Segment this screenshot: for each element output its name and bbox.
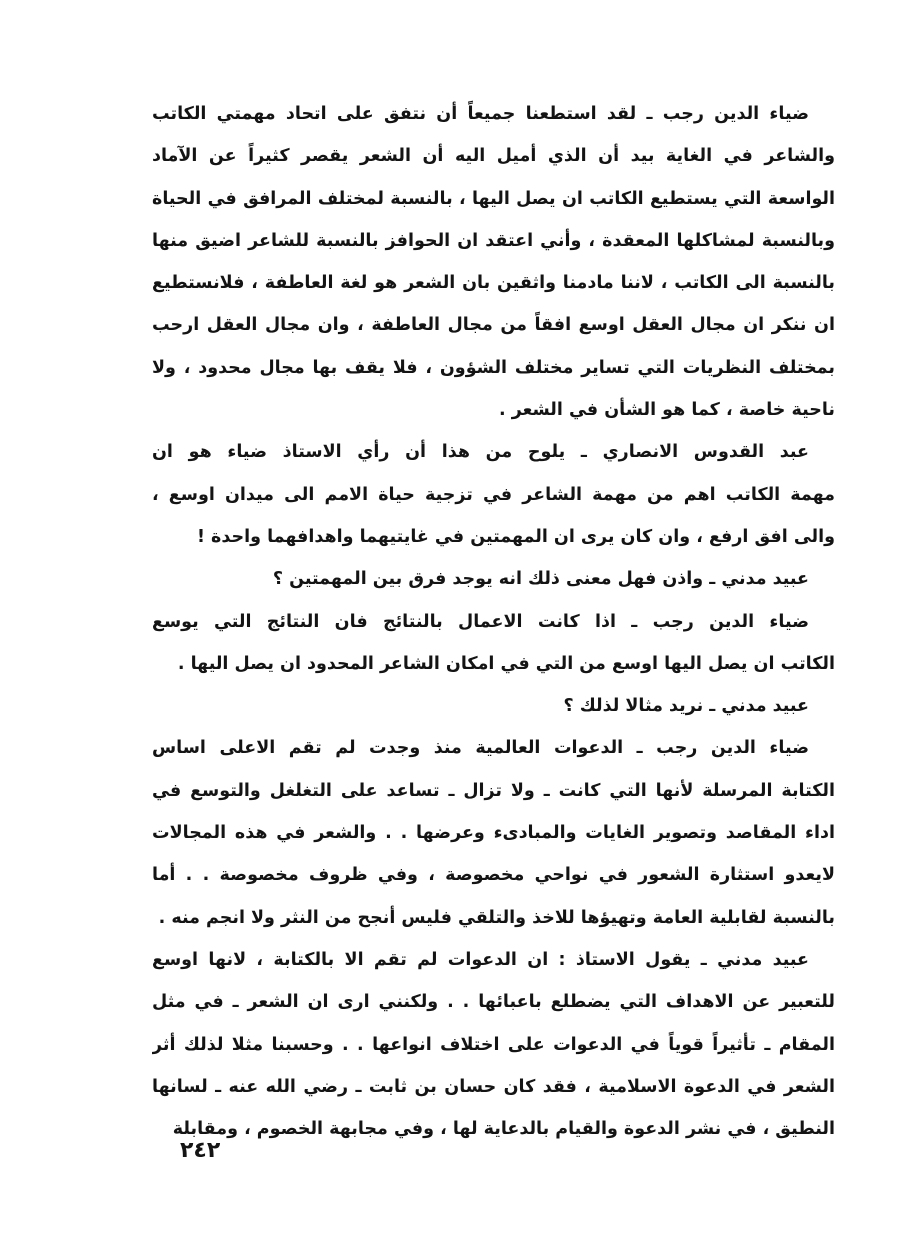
paragraph xyxy=(152,93,835,431)
text-line: الكتابة المرسلة لأنها التي كانت ـ ولا تزال ـ تساعد على التغلغل والتوسع في xyxy=(152,780,835,801)
paragraph xyxy=(152,685,835,727)
text-line: عبيد مدني ـ يقول الاستاذ : ان الدعوات لم تقم الا بالكتابة ، لانها اوسع xyxy=(152,949,809,970)
paragraph xyxy=(152,727,835,938)
text-line: والشاعر في الغاية بيد أن الذي أميل اليه أن الشعر يقصر كثيراً عن الآماد xyxy=(152,146,835,167)
text-line: بالنسبة لقابلية العامة وتهيؤها للاخذ والتلقي فليس أنجح من النثر ولا انجم منه . xyxy=(158,907,835,928)
text-line: اداء المقاصد وتصوير الغايات والمبادىء وعرضها . . والشعر في هذه المجالات xyxy=(152,823,835,844)
text-line: للتعبير عن الاهداف التي يضطلع باعبائها . . ولكنني ارى ان الشعر ـ في مثل xyxy=(152,992,835,1013)
text-line: ضياء الدين رجب ـ الدعوات العالمية منذ وجدت لم تقم الاعلى اساس xyxy=(152,738,809,759)
text-line: المقام ـ تأثيراً قوياً في الدعوات على اختلاف انواعها . . وحسبنا مثلا لذلك أثر xyxy=(152,1034,835,1055)
text-line: بالنسبة الى الكاتب ، لاننا مادمنا واثقين بان الشعر هو لغة العاطفة ، فلانستطيع xyxy=(152,273,835,294)
paragraph xyxy=(152,939,835,1150)
text-line: مهمة الكاتب اهم من مهمة الشاعر في تزجية حياة الامم الى ميدان اوسع ، xyxy=(152,484,835,505)
text-line: عبيد مدني ـ نريد مثالا لذلك ؟ xyxy=(563,696,809,717)
text-line: ناحية خاصة ، كما هو الشأن في الشعر . xyxy=(498,400,835,421)
text-line: ضياء الدين رجب ـ لقد استطعنا جميعاً أن نتفق على اتحاد مهمتي الكاتب xyxy=(152,104,809,124)
text-line: عبيد مدني ـ واذن فهل معنى ذلك انه يوجد فرق بين المهمتين ؟ xyxy=(272,569,809,590)
text-line: والى افق ارفع ، وان كان يرى ان المهمتين في غايتيهما واهدافهما واحدة ! xyxy=(196,526,835,547)
paragraph xyxy=(152,601,835,686)
text-line: ان ننكر ان مجال العقل اوسع افقاً من مجال العاطفة ، وان مجال العقل ارحب xyxy=(152,315,835,336)
text-line: بمختلف النظريات التي تساير مختلف الشؤون ، فلا يقف بها مجال محدود ، ولا xyxy=(152,357,835,378)
text-line: النطيق ، في نشر الدعوة والقيام بالدعاية لها ، وفي مجابهة الخصوم ، ومقابلة xyxy=(172,1119,835,1140)
page-number: ٢٤٢ xyxy=(180,1138,221,1163)
text-line: عبد القدوس الانصاري ـ يلوح من هذا أن رأي الاستاذ ضياء هو ان xyxy=(152,442,809,463)
text-line: ضياء الدين رجب ـ اذا كانت الاعمال بالنتائج فان النتائج التي يوسع xyxy=(152,611,809,632)
text-line: الواسعة التي يستطيع الكاتب ان يصل اليها ، بالنسبة لمختلف المرافق في الحياة xyxy=(152,188,835,209)
paragraph xyxy=(152,558,835,600)
text-line: وبالنسبة لمشاكلها المعقدة ، وأني اعتقد ان الحوافز بالنسبة للشاعر اضيق منها xyxy=(152,230,835,251)
text-line: الكاتب ان يصل اليها اوسع من التي في امكان الشاعر المحدود ان يصل اليها . xyxy=(177,653,835,674)
text-line: لايعدو استثارة الشعور في نواحي مخصوصة ، وفي ظروف مخصوصة . . أما xyxy=(152,865,835,886)
paragraph xyxy=(152,431,835,558)
body-text xyxy=(152,93,835,1150)
text-line: الشعر في الدعوة الاسلامية ، فقد كان حسان بن ثابت ـ رضي الله عنه ـ لسانها xyxy=(152,1076,835,1097)
